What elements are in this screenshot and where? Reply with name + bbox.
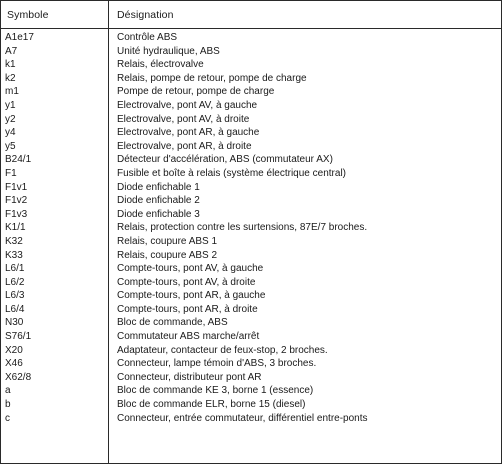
designation-cell: Compte-tours, pont AV, à droite [117,276,256,288]
table-row [1,262,501,276]
symbol-cell: y1 [5,99,16,111]
designation-cell: Diode enfichable 1 [117,181,200,193]
designation-cell: Connecteur, lampe témoin d'ABS, 3 broches. [117,358,317,370]
symbol-cell: F1v2 [5,195,28,207]
designation-cell: Bloc de commande, ABS [117,317,228,329]
designation-cell: Compte-tours, pont AR, à droite [117,303,258,315]
designation-cell: Electrovalve, pont AR, à droite [117,140,252,152]
header-designation: Désignation [117,9,174,21]
table-row [1,371,501,385]
symbol-cell: m1 [5,86,19,98]
symbol-cell: b [5,399,11,411]
table-row [1,398,501,412]
table-row [1,113,501,127]
table-row [1,235,501,249]
table-row [1,289,501,303]
table-row [1,221,501,235]
symbol-cell: N30 [5,317,24,329]
symbol-cell: y4 [5,127,16,139]
designation-cell: Contrôle ABS [117,32,178,43]
table-row [1,45,501,59]
designation-cell: Relais, électrovalve [117,59,204,71]
designation-cell: Compte-tours, pont AV, à gauche [117,263,264,275]
symbol-cell: X46 [5,358,23,370]
designation-cell: Diode enfichable 2 [117,195,200,207]
designation-cell: Electrovalve, pont AR, à gauche [117,127,260,139]
symbol-cell: L6/1 [5,263,25,275]
table-row [1,303,501,317]
table-row [1,344,501,358]
table-row [1,316,501,330]
designation-cell: Diode enfichable 3 [117,208,200,220]
designation-cell: Commutateur ABS marche/arrêt [117,331,260,343]
symbol-cell: B24/1 [5,154,32,166]
designation-cell: Connecteur, entrée commutateur, différentiel entre-ponts [117,412,368,424]
table-row [1,194,501,208]
symbol-cell: y5 [5,140,16,152]
symbol-cell: k2 [5,72,16,84]
designation-cell: Compte-tours, pont AR, à gauche [117,290,266,302]
symbol-cell: a [5,385,11,397]
table-row [1,384,501,398]
symbol-cell: L6/2 [5,276,25,288]
symbol-cell: K1/1 [5,222,26,234]
designation-cell: Détecteur d'accélération, ABS (commutateur AX) [117,154,333,166]
designation-cell: Relais, protection contre les surtensions, 87E/7 broches. [117,222,368,234]
symbol-cell: y2 [5,113,16,125]
symbol-cell: F1v1 [5,181,28,193]
table-row [1,72,501,86]
table-row [1,167,501,181]
designation-cell: Electrovalve, pont AV, à droite [117,113,250,125]
header-symbol: Symbole [7,9,49,21]
designation-cell: Bloc de commande KE 3, borne 1 (essence) [117,385,314,397]
symbol-cell: X20 [5,344,23,356]
table-row [1,99,501,113]
designation-cell: Unité hydraulique, ABS [117,45,220,57]
symbol-cell: K32 [5,235,23,247]
table-row [1,330,501,344]
designation-cell: Pompe de retour, pompe de charge [117,86,275,98]
symbol-cell: A1e17 [5,32,34,43]
designation-cell: Electrovalve, pont AV, à gauche [117,99,258,111]
designation-cell: Relais, coupure ABS 2 [117,249,218,261]
designation-cell: Fusible et boîte à relais (système électrique central) [117,167,346,179]
designation-cell: Connecteur, distributeur pont AR [117,371,262,383]
symbol-cell: X62/8 [5,371,32,383]
designation-cell: Relais, coupure ABS 1 [117,235,218,247]
symbol-cell: L6/4 [5,303,25,315]
symbol-cell: A7 [5,45,18,57]
table-row [1,181,501,195]
table-row [1,208,501,222]
table-row [1,412,501,426]
designation-cell: Relais, pompe de retour, pompe de charge [117,72,307,84]
designation-cell: Adaptateur, contacteur de feux-stop, 2 broches. [117,344,328,356]
symbol-cell: c [5,412,10,424]
table-row [1,58,501,72]
symbol-cell: F1v3 [5,208,28,220]
designation-cell: Bloc de commande ELR, borne 15 (diesel) [117,399,306,411]
table-row [1,357,501,371]
symbol-cell: L6/3 [5,290,25,302]
symbol-cell: S76/1 [5,331,32,343]
table-row [1,249,501,263]
table-row [1,140,501,154]
table-row [1,126,501,140]
table-row [1,276,501,290]
table-row [1,31,501,45]
symbol-cell: F1 [5,167,17,179]
symbol-cell: k1 [5,59,16,71]
table-body [1,31,501,425]
symbol-cell: K33 [5,249,23,261]
table-row [1,85,501,99]
table-row [1,153,501,167]
header-divider [1,28,501,29]
